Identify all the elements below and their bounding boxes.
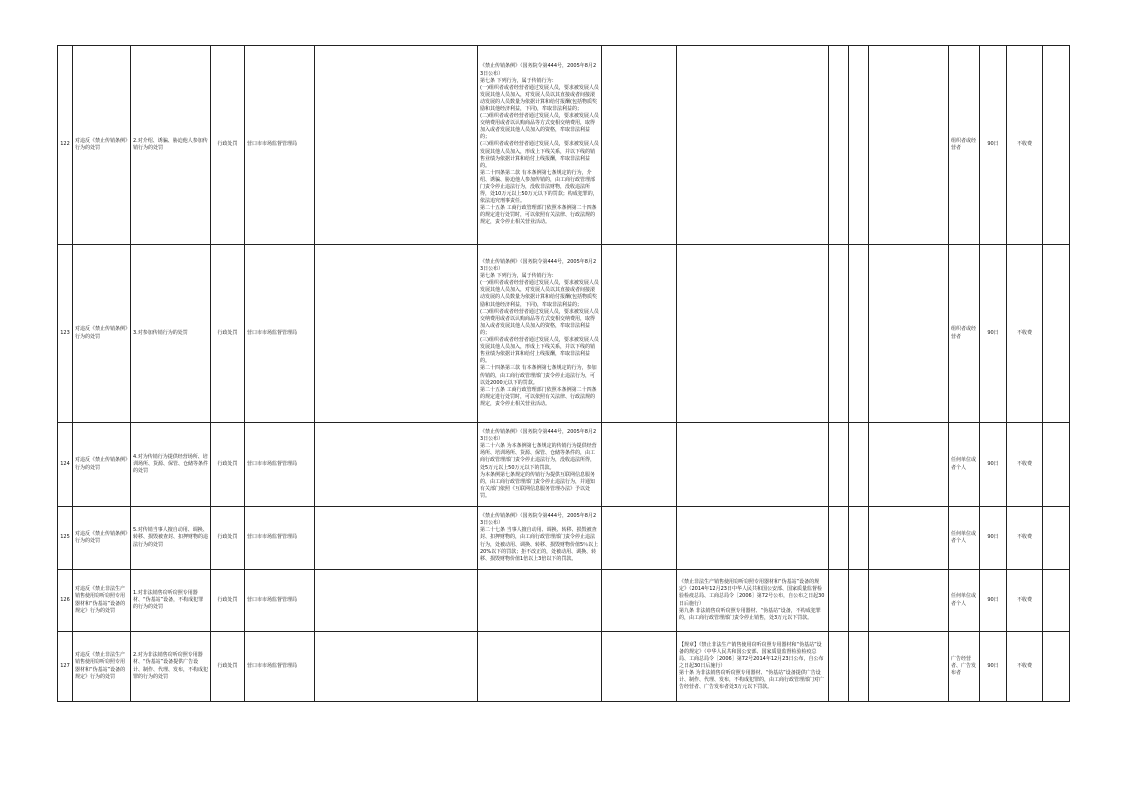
empty-cell [602,245,677,423]
target-party: 广告经营者、广告发布者 [949,632,980,702]
target-party: 组织者或经营者 [949,245,980,423]
row-number: 123 [58,245,73,423]
legal-basis [478,507,602,570]
table-body [58,46,1070,702]
time-limit: 90日 [980,46,1007,245]
empty-cell [829,423,849,507]
legal-basis-text: 《禁止传销条例》（国务院令第444号，2005年8月23日公布） 第七条 下列行为，属于传销行为： (一)组织者或者经营者通过发展人员，要求被发展人员发展其他人员加入，对发展人员以其直接或者间接滚动发展的人员数量为依据计算和给付报酬(包括物质奖励和其他经济利益，下同)，牟取非法利益的； (二)组织者或者经营者通过发展人员，要求被发展人员交纳费用或者以认购商品等方式变相交纳费用，取得加入或者发展其他人员加入的资格，牟取非法利益的； (三)组织者或者经营者通过发展人员，要求被发展人员发展其他人员加入，形成上下线关系，并以下线的销售业绩为依据计算和给付上线报酬，牟取非法利益的。 第二十四条第三款 有本条例第七条规定的行为，参加传销的，由工商行政管理部门责令停止违法行为，可以处2000元以下的罚款。 第二十五条 工商行政管理部门依照本条例第二十四条的规定进行处罚时，可以依照有关法律、行政法规的规定，责令停止相关营业活动。 [480,259,599,407]
item-name: 对违反《禁止非法生产销售使用窃听窃照专用器材和“伪基站”设备的规定》行为的处罚 [73,632,131,702]
item-name: 对违反《禁止传销条例》行为的处罚 [73,423,131,507]
power-type: 行政处罚 [211,507,245,570]
legal-basis-text: 《禁止传销条例》（国务院令第444号，2005年8月23日公布） 第二十六条 为本条例第七条规定的传销行为提供经营场所、培训场所、货源、保管、仓储等条件的，由工商行政管理部门责令停止违法行为，没收违法所得，处5万元以上50万元以下的罚款。 为本条例第七条规定的传销行为提供互联网信息服务的，由工商行政管理部门责令停止违法行为，并通知有关部门依照《互联网信息服务管理办法》予以处罚。 [480,429,597,499]
power-type: 行政处罚 [211,570,245,632]
empty-cell [869,46,949,245]
fee-standard: 不收费 [1007,46,1043,245]
enforcement-department: 营口市市场监督管理局 [245,46,315,245]
power-type: 行政处罚 [211,632,245,702]
legal-basis [478,245,602,423]
empty-cell [315,632,478,702]
legal-basis-regulation [677,507,829,570]
item-name: 对违反《禁止传销条例》行为的处罚 [73,46,131,245]
fee-standard: 不收费 [1007,570,1043,632]
row-number: 127 [58,632,73,702]
legal-basis-regulation [677,632,829,702]
empty-cell [602,46,677,245]
table-row [58,423,1070,507]
legal-basis-regulation-text: 《禁止非法生产销售使用窃听窃照专用器材和“伪基站”设备的规定》（2014年12月23日中华人民共和国公安部、国家质量监督检验检疫总局、工商总局令［2006］第72号公布，自公布之日起30日后施行） 第九条 非法销售窃听窃照专用器材、“伪基站”设备，不构成犯罪的，由工商行政管理部门责令停止销售，处3万元以下罚款。 [679,579,825,621]
legal-basis-regulation [677,46,829,245]
empty-cell [1043,423,1070,507]
empty-cell [602,423,677,507]
sub-item-name: 4.对为传销行为提供经营场所、培训场所、货源、保管、仓储等条件的处罚 [131,423,211,507]
table-row [58,46,1070,245]
legal-basis [478,570,602,632]
legal-basis-regulation [677,423,829,507]
row-number: 125 [58,507,73,570]
legal-basis [478,46,602,245]
legal-basis-text: 《禁止传销条例》（国务院令第444号，2005年8月23日公布） 第二十七条 当事人擅自动用、调换、转移、损毁被查封、扣押财物的，由工商行政管理部门责令停止违法行为，处被动用、调换、转移、损毁财物价值5％以上20%以下的罚款；拒不改正的，处被动用、调换、转移、损毁财物价值1倍以上3倍以下的罚款。 [480,513,599,562]
sub-item-name: 2.对介绍、诱骗、胁迫他人参加传销行为的处罚 [131,46,211,245]
empty-cell [869,507,949,570]
empty-cell [829,46,849,245]
empty-cell [869,632,949,702]
legal-basis-text: 《禁止传销条例》（国务院令第444号，2005年8月23日公布） 第七条 下列行为，属于传销行为： (一)组织者或者经营者通过发展人员，要求被发展人员发展其他人员加入，对发展人员以其直接或者间接滚动发展的人员数量为依据计算和给付报酬(包括物质奖励和其他经济利益，下同)，牟取非法利益的； (二)组织者或者经营者通过发展人员，要求被发展人员交纳费用或者以认购商品等方式变相交纳费用，取得加入或者发展其他人员加入的资格，牟取非法利益的； (三)组织者或者经营者通过发展人员，要求被发展人员发展其他人员加入，形成上下线关系，并以下线的销售业绩为依据计算和给付上线报酬，牟取非法利益的。 第二十四条第二款 有本条例第七条规定的行为，介绍、诱骗、胁迫他人参加传销的，由工商行政管理部门责令停止违法行为，没收非法财物，没收违法所得，处10万元以上50万元以下的罚款；构成犯罪的，依法追究刑事责任。 第二十五条 工商行政管理部门依照本条例第二十四条的规定进行处罚时，可以依照有关法律、行政法规的规定，责令停止相关营业活动。 [480,63,599,226]
power-type: 行政处罚 [211,46,245,245]
empty-cell [849,507,869,570]
fee-standard: 不收费 [1007,423,1043,507]
legal-basis-regulation-text: 【规章】《禁止非法生产销售使用窃听窃照专用器材和“伪基站”设备的规定》（中华人民共和国公安部、国家质量监督检验检疫总局、工商总局令［2006］第72号2014年12月23日公布，自公布之日起30日后施行） 第十条 为非法销售窃听窃照专用器材、“伪基站”设备提供广告设计、制作、代理、发布，不构成犯罪的，由工商行政管理部门对广告经营者、广告发布者处3万元以下罚款。 [679,641,825,691]
table-row [58,570,1070,632]
table-row [58,632,1070,702]
item-name: 对违反《禁止传销条例》行为的处罚 [73,507,131,570]
sub-item-name: 3.对参加传销行为的处罚 [131,245,211,423]
empty-cell [1043,507,1070,570]
table-row [58,507,1070,570]
time-limit: 90日 [980,245,1007,423]
empty-cell [849,423,869,507]
legal-basis-regulation [677,570,829,632]
empty-cell [602,570,677,632]
empty-cell [602,507,677,570]
empty-cell [315,570,478,632]
empty-cell [869,245,949,423]
empty-cell [849,570,869,632]
enforcement-table [57,45,1070,702]
legal-basis-regulation [677,245,829,423]
row-number: 126 [58,570,73,632]
target-party: 任何单位或者个人 [949,423,980,507]
row-number: 122 [58,46,73,245]
empty-cell [1043,46,1070,245]
enforcement-department: 营口市市场监督管理局 [245,507,315,570]
table-row [58,245,1070,423]
fee-standard: 不收费 [1007,245,1043,423]
empty-cell [829,632,849,702]
time-limit: 90日 [980,507,1007,570]
empty-cell [315,507,478,570]
time-limit: 90日 [980,423,1007,507]
empty-cell [315,245,478,423]
target-party: 任何单位或者个人 [949,507,980,570]
fee-standard: 不收费 [1007,507,1043,570]
power-type: 行政处罚 [211,245,245,423]
item-name: 对违反《禁止传销条例》行为的处罚 [73,245,131,423]
target-party: 任何单位或者个人 [949,570,980,632]
enforcement-department: 营口市市场监督管理局 [245,245,315,423]
legal-basis [478,632,602,702]
fee-standard: 不收费 [1007,632,1043,702]
empty-cell [829,245,849,423]
empty-cell [829,507,849,570]
empty-cell [1043,632,1070,702]
row-number: 124 [58,423,73,507]
empty-cell [1043,245,1070,423]
sub-item-name: 2.对为非法销售窃听窃照专用器材、“伪基站”设备提供广告设计、制作、代理、发布，不构成犯罪的行为的处罚 [131,632,211,702]
sub-item-name: 1.对非法销售窃听窃照专用器材、“伪基站”设备，不构成犯罪的行为的处罚 [131,570,211,632]
empty-cell [315,46,478,245]
empty-cell [1043,570,1070,632]
empty-cell [849,46,869,245]
sub-item-name: 5.对传销当事人擅自动用、调换、转移、损毁被查封、扣押财物的违法行为的处罚 [131,507,211,570]
time-limit: 90日 [980,632,1007,702]
item-name: 对违反《禁止非法生产销售使用窃听窃照专用器材和“伪基站”设备的规定》行为的处罚 [73,570,131,632]
time-limit: 90日 [980,570,1007,632]
enforcement-department: 营口市市场监督管理局 [245,423,315,507]
legal-basis [478,423,602,507]
enforcement-department: 营口市市场监督管理局 [245,632,315,702]
empty-cell [869,570,949,632]
empty-cell [849,245,869,423]
target-party: 组织者或经营者 [949,46,980,245]
power-type: 行政处罚 [211,423,245,507]
enforcement-department: 营口市市场监督管理局 [245,570,315,632]
empty-cell [829,570,849,632]
empty-cell [602,632,677,702]
empty-cell [849,632,869,702]
empty-cell [869,423,949,507]
empty-cell [315,423,478,507]
